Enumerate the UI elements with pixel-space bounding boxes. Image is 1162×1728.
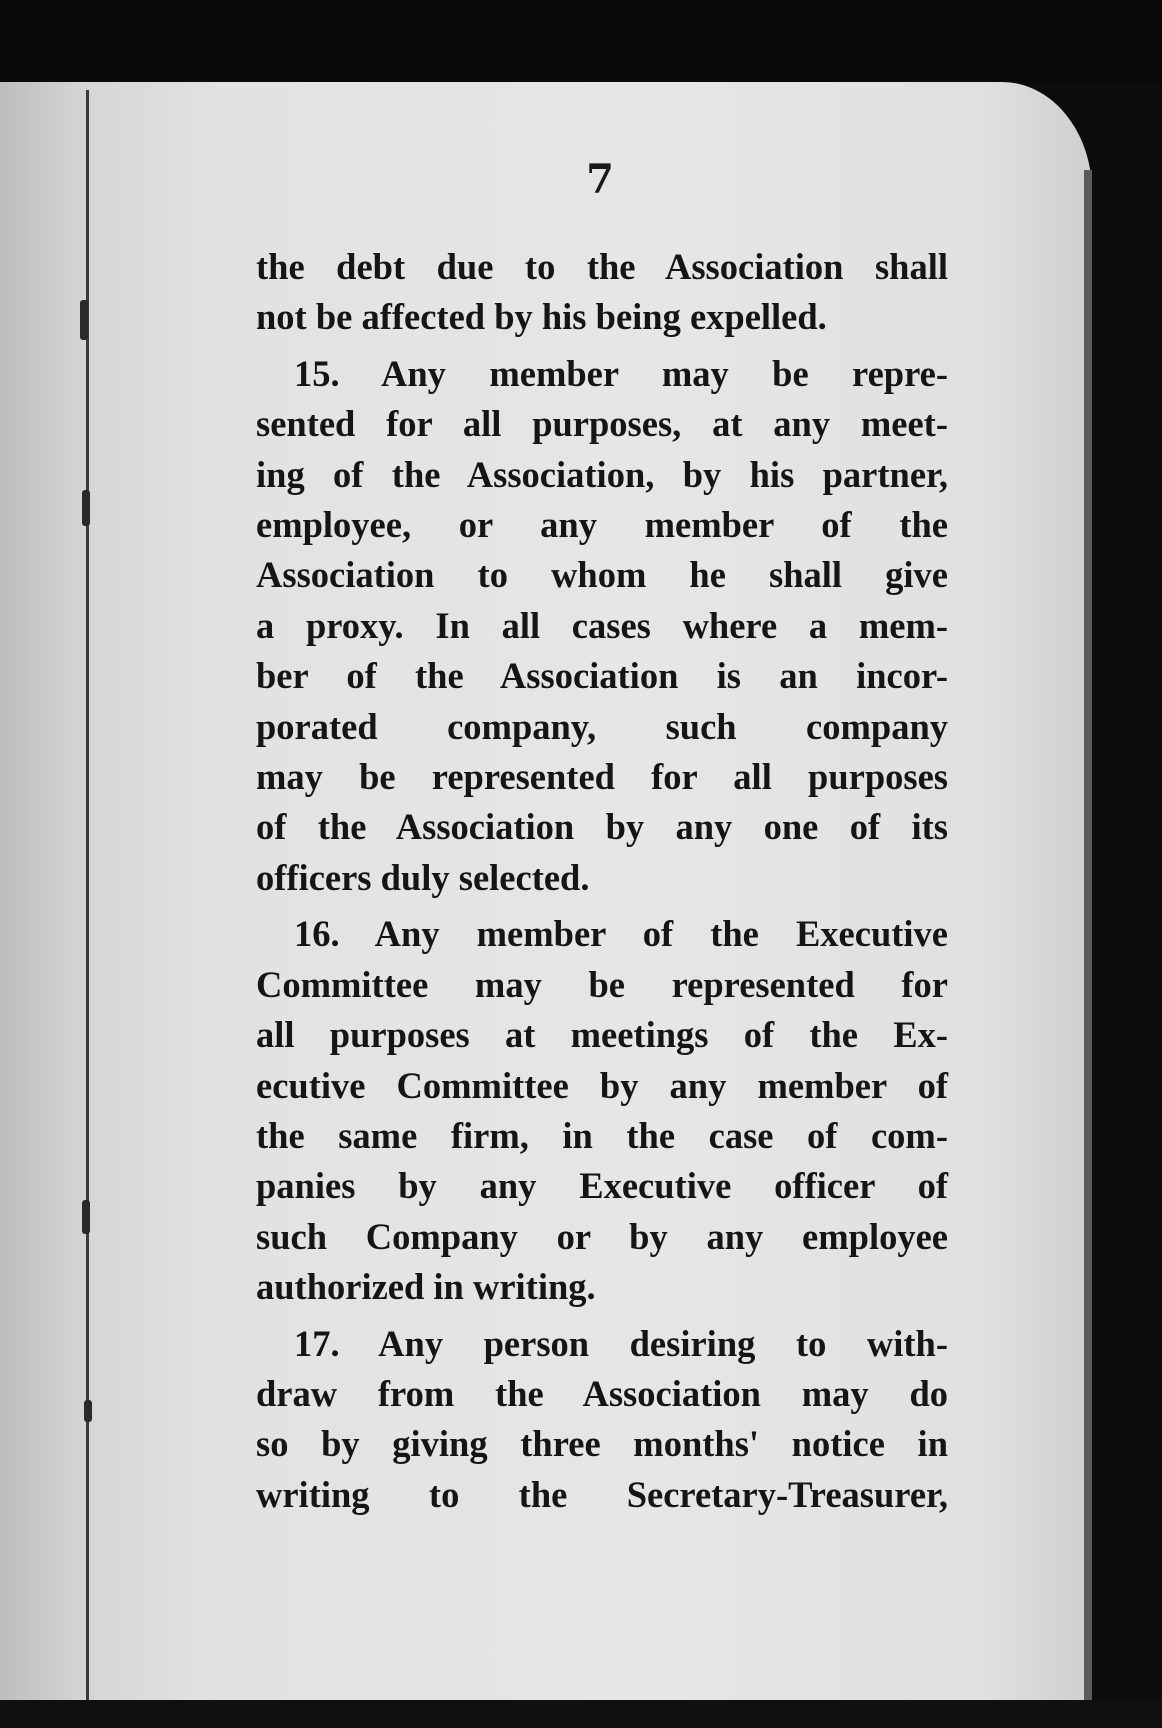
text-line: a proxy. In all cases where a mem-	[256, 604, 948, 646]
text-line: authorized in writing.	[256, 1266, 596, 1308]
text-line: employee, or any member of the	[256, 504, 948, 546]
paragraph-intro	[256, 242, 948, 343]
text-line: porated company, such company	[256, 705, 948, 747]
text-line: ing of the Association, by his partner,	[256, 453, 948, 495]
gutter-mark	[82, 1200, 90, 1234]
text-line: so by giving three months' notice in	[256, 1423, 948, 1465]
text-line: may be represented for all purposes	[256, 756, 948, 798]
page-number: 7	[586, 156, 614, 203]
text-line: the debt due to the Association shall	[256, 246, 948, 287]
paragraph-15	[256, 349, 948, 903]
text-line: of the Association by any one of its	[256, 806, 948, 848]
text-line: all purposes at meetings of the Ex-	[256, 1014, 948, 1056]
text-line: writing to the Secretary-Treasurer,	[256, 1473, 948, 1515]
text-line: ecutive Committee by any member of	[256, 1064, 948, 1106]
body-text	[256, 242, 948, 1520]
scan-top-border	[0, 0, 1162, 84]
text-line: officers duly selected.	[256, 856, 590, 898]
text-line: such Company or by any employee	[256, 1215, 948, 1257]
text-line: the same firm, in the case of com-	[256, 1114, 948, 1156]
page-right-edge	[1084, 170, 1092, 1710]
gutter-mark	[80, 300, 88, 340]
paragraph-17	[256, 1319, 948, 1521]
scan-bottom-border	[0, 1700, 1162, 1728]
text-line: Association to whom he shall give	[256, 554, 948, 596]
text-line: panies by any Executive officer of	[256, 1165, 948, 1207]
text-line: draw from the Association may do	[256, 1372, 948, 1414]
text-line: 17. Any person desiring to with-	[294, 1322, 948, 1364]
text-line: not be affected by his being expelled.	[256, 296, 827, 338]
text-line: Committee may be represented for	[256, 963, 948, 1005]
text-line: sented for all purposes, at any meet-	[256, 403, 948, 445]
gutter-mark	[82, 490, 90, 526]
paragraph-16	[256, 909, 948, 1312]
gutter-mark	[84, 1400, 92, 1422]
text-line: 16. Any member of the Executive	[294, 913, 948, 955]
text-line: ber of the Association is an incor-	[256, 655, 948, 697]
text-line: 15. Any member may be repre-	[294, 352, 948, 394]
